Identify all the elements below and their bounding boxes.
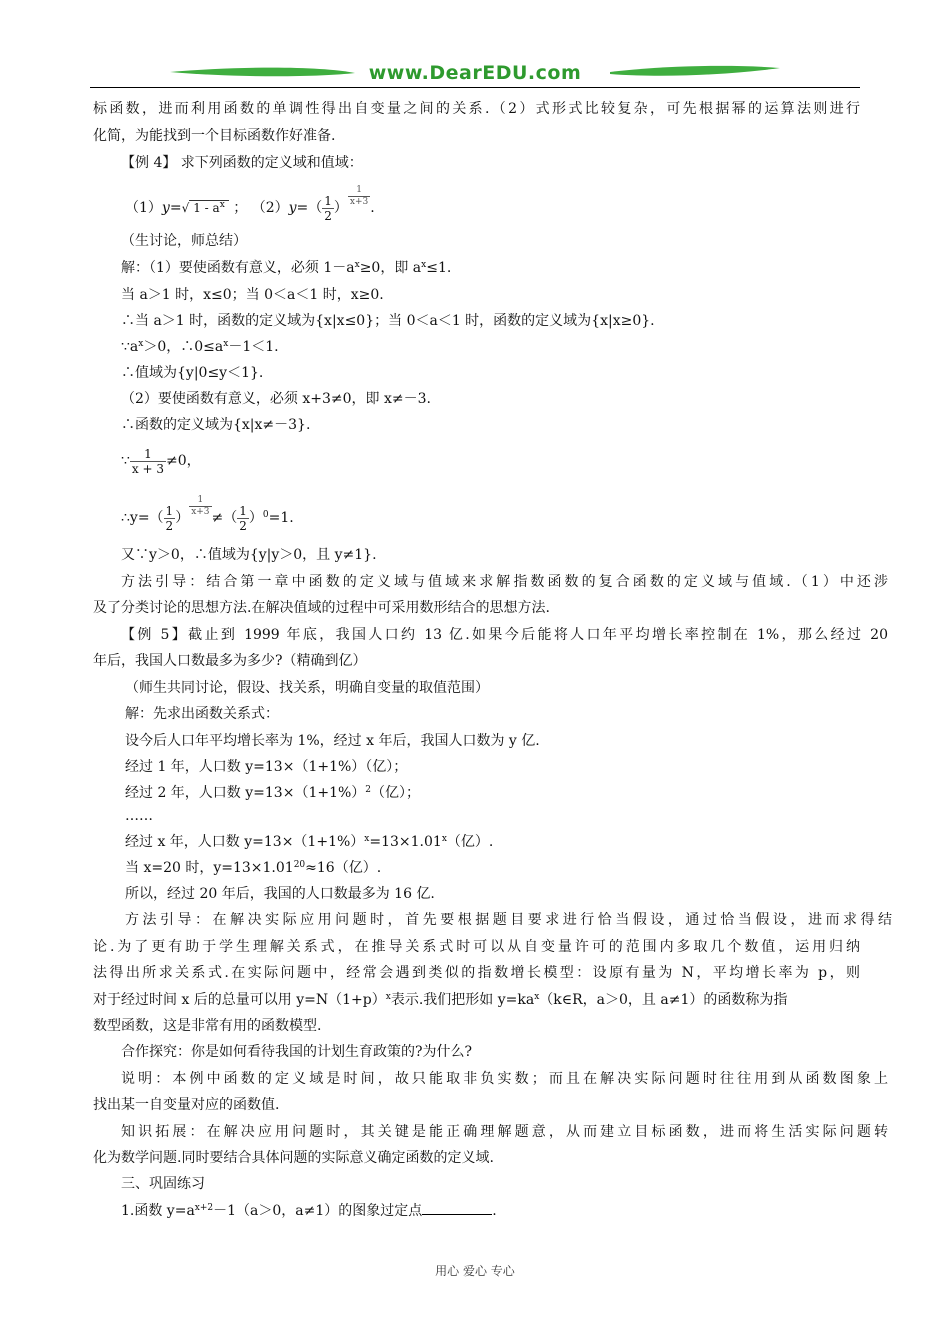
paragraph-line: 知识拓展：在解决应用问题时，其关键是能正确理解题意，从而建立目标函数，进而将生活实际问题转 <box>121 1124 888 1140</box>
paragraph-line: $\because a^x>0$，$\therefore 0\le a^x-1<1$. <box>121 339 279 355</box>
paragraph-line: ∴当 a＞1 时，函数的定义域为{x|x≤0}；当 0＜a＜1 时，函数的定义域为{x|x≥0}. <box>121 313 655 329</box>
paragraph-line: 说明：本例中函数的定义域是时间，故只能取非负实数；而且在解决实际问题时往往用到从函数图象上 <box>121 1071 888 1087</box>
paragraph-line: 标函数，进而利用函数的单调性得出自变量之间的关系.（2）式形式比较复杂，可先根据幂的运算法则进行 <box>93 101 860 117</box>
site-logo[interactable]: www.DearEDU.com <box>368 62 582 84</box>
fraction: $\frac{1}{2}$ <box>165 503 174 533</box>
paragraph-line: 法得出所求关系式.在实际问题中，经常会遇到类似的指数增长模型：设原有量为 N，平均增长率为 p，则 <box>93 965 860 981</box>
paragraph-line: 方法引导：结合第一章中函数的定义域与值域来求解指数函数的复合函数的定义域与值域.（1）中还涉 <box>121 574 888 590</box>
fraction: $\frac{1}{2}$ <box>324 193 332 223</box>
paragraph-line: 经过 2 年，人口数 $y=13\times(1+1\%)^2$（亿）； <box>125 785 421 801</box>
exponent-fraction: $\frac{1}{x+3}$ <box>349 185 369 207</box>
example-4-title: 【例 4】 求下列函数的定义域和值域： <box>121 155 363 171</box>
paragraph-line: 及了分类讨论的思想方法.在解决值域的过程中可采用数形结合的思想方法. <box>93 600 550 616</box>
paragraph-line: 当 x=20 时，$y=13\times 1.01^{20}\approx 16$（亿）. <box>125 860 382 876</box>
paragraph-line: ∴值域为{y|0≤y＜1}. <box>121 365 264 381</box>
example-4-formulas: （1）y=√ $1 - a^x$ ； （2）y=（ $\frac{1}{2}$ ） $\frac{1}{x+3}$ . <box>93 185 892 219</box>
header-rule <box>90 87 860 88</box>
page-footer: 用心 爱心 专心 <box>435 1264 515 1278</box>
sqrt-expression: √ $1 - a^x$ <box>182 191 229 225</box>
paragraph-line: …… <box>125 808 153 824</box>
paragraph-line: ∵ $\frac{1}{x + 3}$ ≠0， <box>121 446 201 476</box>
paragraph-line: （生讨论，师总结） <box>121 233 247 249</box>
paragraph-line: 方法引导：在解决实际应用问题时，首先要根据题目要求进行恰当假设，通过恰当假设，进而求得结 <box>125 912 892 928</box>
paragraph-line: （师生共同讨论，假设、找关系，明确自变量的取值范围） <box>125 680 489 696</box>
fraction: $\frac{1}{x + 3}$ <box>131 446 165 476</box>
paragraph-line: 当 a＞1 时，x≤0；当 0＜a＜1 时，x≥0. <box>121 287 384 303</box>
answer-blank[interactable] <box>422 1198 492 1215</box>
paragraph-line: 年后，我国人口数最多为多少?（精确到亿） <box>93 653 367 669</box>
paragraph-line: 解：先求出函数关系式： <box>125 706 279 722</box>
paragraph-line: 化简，为能找到一个目标函数作好准备. <box>93 128 336 144</box>
page-header <box>90 60 860 90</box>
paragraph-line: ∴y=（ $\frac{1}{2}$ ） $\frac{1}{x+3}$ ≠（ $\frac{1}{2}$ ）$^0$=1. <box>121 495 294 533</box>
section-heading: 三、巩固练习 <box>121 1176 205 1192</box>
paragraph-line: 合作探究：你是如何看待我国的计划生育政策的?为什么? <box>121 1044 473 1060</box>
paragraph-line: 解：（1）要使函数有意义，必须 $1-a^x\ge 0$，即 $a^x\le 1$. <box>121 260 452 276</box>
paragraph-line: ∴函数的定义域为{x|x≠－3}. <box>121 417 311 433</box>
paragraph-line: 找出某一自变量对应的函数值. <box>93 1097 280 1113</box>
paragraph-line: 经过 1 年，人口数 y=13×（1+1%）（亿）； <box>125 759 408 775</box>
paragraph-line: 数型函数，这是非常有用的函数模型. <box>93 1018 322 1034</box>
paragraph-line: （2）要使函数有意义，必须 x+3≠0，即 x≠－3. <box>121 391 431 407</box>
paragraph-line: 论.为了更有助于学生理解关系式，在推导关系式时可以从自变量许可的范围内多取几个数值，运用归纳 <box>93 939 860 955</box>
fraction: $\frac{1}{2}$ <box>239 503 247 533</box>
paragraph-line: 化为数学问题.同时要结合具体问题的实际意义确定函数的定义域. <box>93 1150 494 1166</box>
exercise-question: 1.函数 $y=a^{x+2}-1(a>0$，a≠1）的图象过定点 . <box>93 1198 888 1222</box>
paragraph-line: 经过 x 年，人口数 $y=13\times(1+1\%)^x=13\times 1.01^x$（亿）. <box>125 834 494 850</box>
paragraph-line: 对于经过时间 x 后的总量可以用 $y=N(1+p)^x$表示.我们把形如 $y=ka^x(k\in R$，a＞0，且 a≠1）的函数称为指 <box>93 992 788 1008</box>
example-5-title: 【例 5】截止到 1999 年底，我国人口约 13 亿.如果今后能将人口年平均增长率控制在 1%，那么经过 20 <box>121 627 888 643</box>
paragraph-line: 所以，经过 20 年后，我国的人口数最多为 16 亿. <box>125 886 435 902</box>
exponent-fraction: $\frac{1}{x+3}$ <box>191 495 210 517</box>
paragraph-line: 又∵y＞0，∴值域为{y|y＞0，且 y≠1}. <box>121 547 377 563</box>
paragraph-line: 设今后人口年平均增长率为 1%，经过 x 年后，我国人口数为 y 亿. <box>125 733 540 749</box>
